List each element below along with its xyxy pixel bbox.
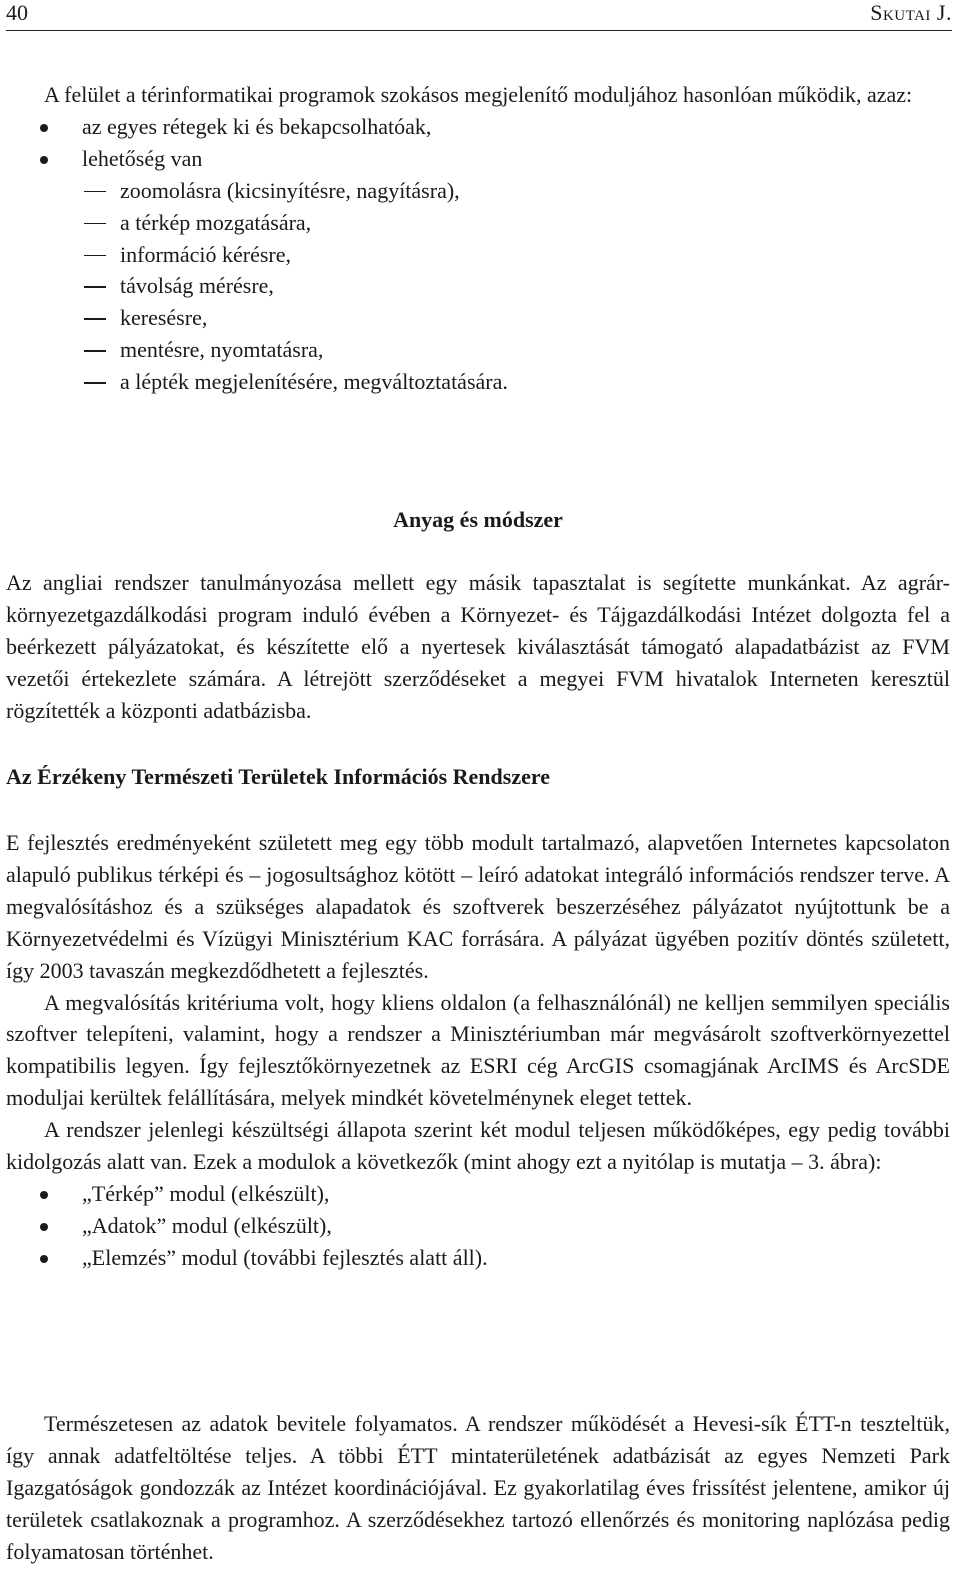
list-item: „Térkép” modul (elkészült),	[6, 1178, 950, 1210]
feature-bullet-list	[6, 111, 950, 175]
dash-icon	[84, 286, 106, 288]
dash-icon	[84, 382, 106, 384]
paragraph: E fejlesztés eredményeként született meg egy több modult tartalmazó, alapvetően Internetes kapcsolaton alapuló publikus térképi és – jogosultsághoz kötött – leíró adatokat integráló információs rendszer terve. A megvalósításhoz és a szükséges alapadatok és szoftverek beszerzéséhez pályázatot nyújtottunk be a Környezetvédelmi és Vízügyi Minisztérium KAC forrására. A pályázat ügyében pozitív döntés született, így 2003 tavaszán megkezdődhetett a fejlesztés.	[6, 830, 950, 983]
list-item: az egyes rétegek ki és bekapcsolhatóak,	[6, 111, 950, 143]
dash-icon	[84, 223, 106, 225]
list-item: távolság mérésre,	[6, 270, 950, 302]
bullet-icon	[40, 124, 48, 132]
feature-dash-list	[6, 175, 950, 398]
bullet-icon	[40, 1223, 48, 1231]
running-header	[6, 0, 952, 31]
list-item: a lépték megjelenítésére, megváltoztatására.	[6, 366, 950, 398]
section-ett-closing	[6, 1408, 950, 1568]
list-item: lehetőség van	[6, 143, 950, 175]
bullet-icon	[40, 1191, 48, 1199]
list-item: „Elemzés” modul (további fejlesztés alatt áll).	[6, 1242, 950, 1274]
dash-icon	[84, 318, 106, 320]
paragraph: A rendszer jelenlegi készültségi állapota szerint két modul teljesen működőképes, egy pedig további kidolgozás alatt van. Ezek a modulok a következők (mint ahogy ezt a nyitólap is mutatja – 3. ábra):	[6, 1117, 950, 1175]
dash-icon	[84, 191, 106, 193]
list-item: zoomolásra (kicsinyítésre, nagyításra),	[6, 175, 950, 207]
dash-icon	[84, 350, 106, 352]
section-ett	[6, 761, 950, 793]
list-item: mentésre, nyomtatásra,	[6, 334, 950, 366]
section-anyag-body	[6, 567, 950, 727]
list-item: „Adatok” modul (elkészült),	[6, 1210, 950, 1242]
list-item: információ kérésre,	[6, 239, 950, 271]
section-anyag	[6, 504, 950, 536]
dash-icon	[84, 255, 106, 257]
section-ett-body	[6, 827, 950, 1274]
module-bullet-list	[6, 1178, 950, 1274]
running-author: Skutai J.	[870, 0, 952, 25]
intro-block	[6, 79, 950, 398]
list-item: a térkép mozgatására,	[6, 207, 950, 239]
page-number: 40	[6, 0, 28, 25]
list-item: keresésre,	[6, 302, 950, 334]
bullet-icon	[40, 156, 48, 164]
section-title: Anyag és módszer	[393, 507, 563, 532]
bullet-icon	[40, 1255, 48, 1263]
section-title: Az Érzékeny Természeti Területek Információs Rendszere	[6, 764, 550, 789]
paragraph: Az angliai rendszer tanulmányozása mellett egy másik tapasztalat is segítette munkánkat. Az agrár-környezetgazdálkodási program induló évében a Környezet- és Tájgazdálkodási Intézet dolgozta fel a beérkezett pályázatokat, és készítette elő a nyertesek kiválasztását támogató alapadatbázist az FVM vezetői értekezlete számára. A létrejött szerződéseket a megyei FVM hivatalok Interneten keresztül rögzítették a központi adatbázisba.	[6, 570, 950, 723]
intro-paragraph: A felület a térinformatikai programok szokásos megjelenítő moduljához hasonlóan működik, azaz:	[44, 82, 913, 107]
paragraph: A megvalósítás kritériuma volt, hogy kliens oldalon (a felhasználónál) ne kelljen semmilyen speciális szoftver telepíteni, valamint, hogy a rendszer a Minisztériumban már megvásárolt szoftverkörnyezettel kompatibilis legyen. Így fejlesztőkörnyezetnek az ESRI cég ArcGIS csomagjának ArcIMS és ArcSDE moduljai kerültek felállítására, melyek mindkét követelménynek eleget tettek.	[6, 989, 950, 1111]
paragraph: Természetesen az adatok bevitele folyamatos. A rendszer működését a Hevesi-sík ÉTT-n teszteltük, így annak adatfeltöltése teljes. A többi ÉTT mintaterületének adatbázisát az egyes Nemzeti Park Igazgatóságok gondozzák az Intézet koordinációjával. Ez gyakorlatilag éves frissítést jelentene, amikor új területek csatlakoznak a programhoz. A szerződésekhez tartozó ellenőrzés és monitoring naplózása pedig folyamatosan történhet.	[6, 1411, 950, 1564]
